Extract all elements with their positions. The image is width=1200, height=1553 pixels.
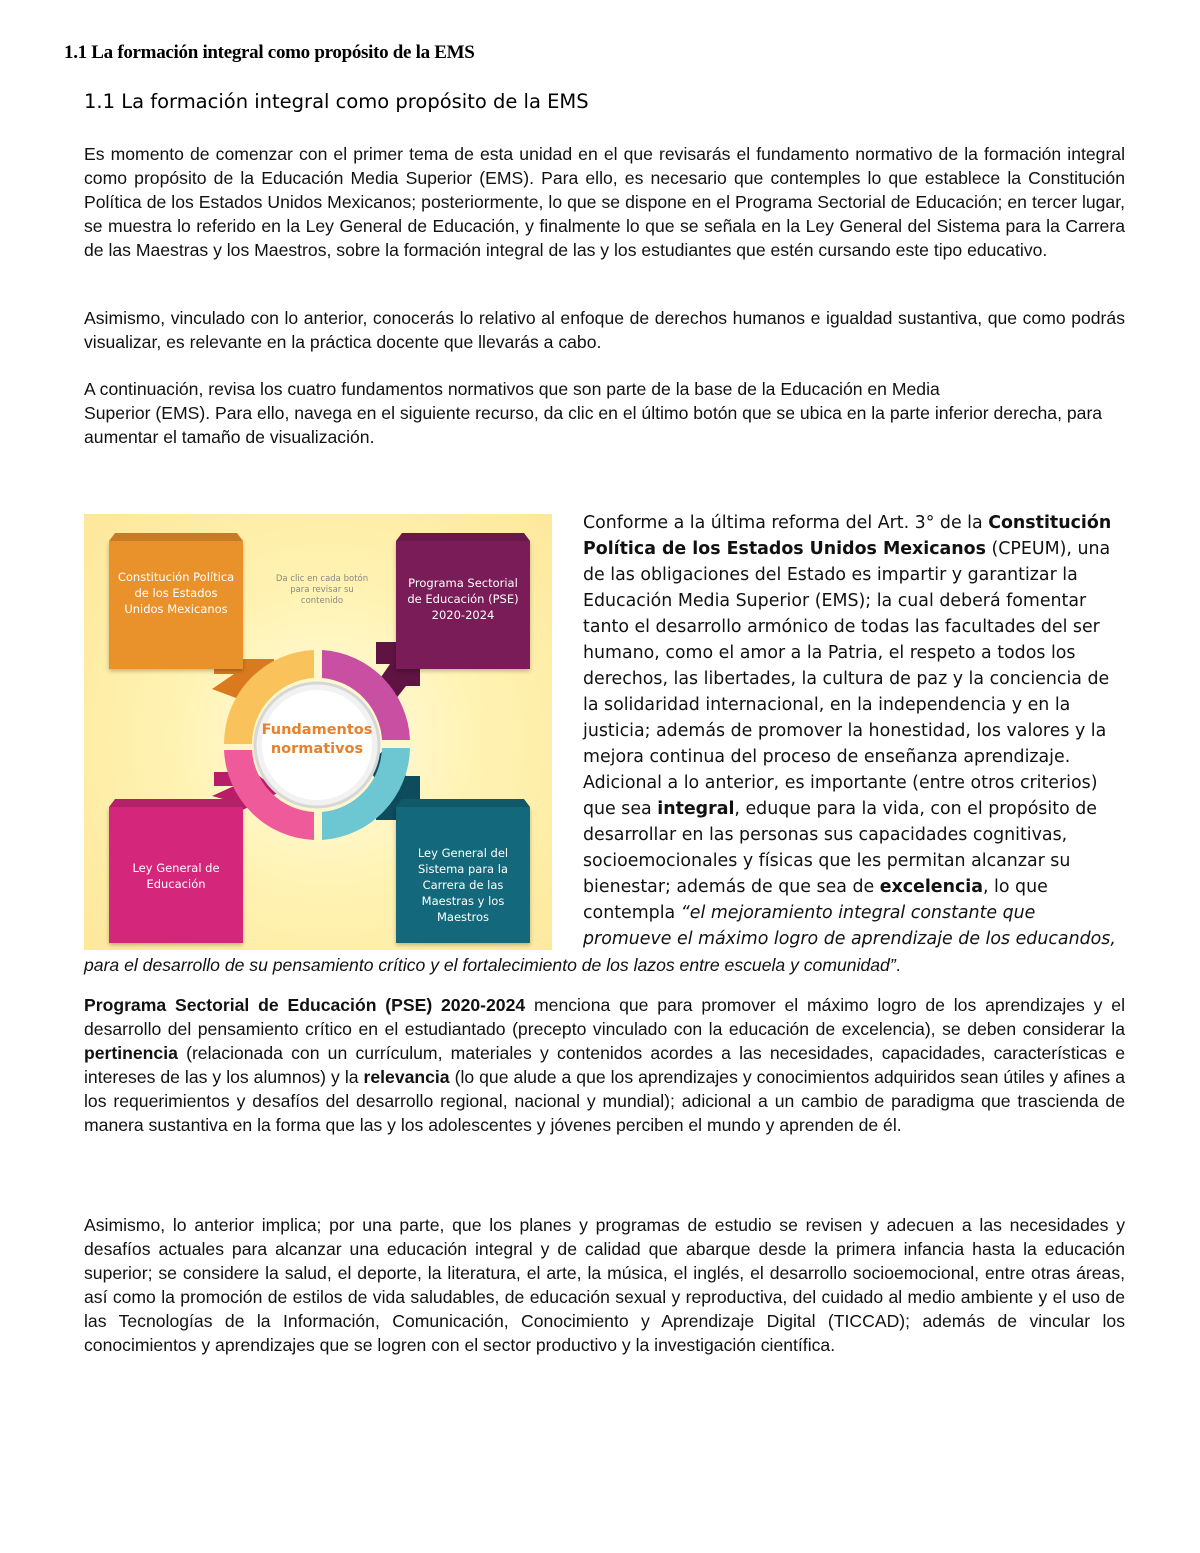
infographic-hint: Da clic en cada botón para revisar su contenido: [275, 574, 369, 606]
pse-bold-pertinencia: pertinencia: [84, 1043, 178, 1063]
cpeum-text-1: Conforme a la última reforma del Art. 3° de la: [583, 513, 989, 533]
box-cpeum-button[interactable]: [109, 541, 243, 669]
box-pse-label: Programa Sectorial de Educación (PSE) 2020-2024: [407, 576, 519, 622]
box-lge-button[interactable]: [109, 807, 243, 943]
infographic-center-label: Fundamentos normativos: [261, 722, 373, 757]
cpeum-quote-continuation: [84, 952, 1144, 978]
cpeum-quote-end: para el desarrollo de su pensamiento crítico y el fortalecimiento de los lazos entre escuela y comunidad”: [84, 955, 896, 975]
cpeum-text-3: , eduque para la vida, con el propósito de desarrollar en las personas sus capacidades cognitivas, socioemocionales y físicas que les permitan alcanzar su bienestar; además de que sea de: [583, 799, 1097, 897]
pse-text-2: (relacionada con un currículum, materiales y contenidos acordes a las necesidades, capacidades, características e intereses de las y los alumnos) y la: [84, 1043, 1125, 1087]
pse-text-3: (lo que alude a que los aprendizajes y conocimientos adquiridos sean útiles y afines a los requerimientos y desafíos del desarrollo regional, nacional y mundial); adicional a un cambio de paradigma que trascienda de manera sustantiva en la forma que las y los adolescentes y jóvenes perciben el mundo y aprenden de él.: [84, 1067, 1125, 1135]
cpeum-bold-integral: integral: [657, 799, 735, 819]
intro-paragraph-3-line-1: A continuación, revisa los cuatro fundamentos normativos que son parte de la base de la Educación en Media: [84, 379, 940, 399]
cpeum-bold-constitucion: Constitución Política de los Estados Unidos Mexicanos: [583, 513, 1112, 559]
intro-paragraph-3: [84, 377, 1125, 449]
cpeum-quote-start: “el mejoramiento integral constante que promueve el máximo logro de aprendizaje de los educandos,: [583, 903, 1116, 949]
box-cpeum-label: Constitución Política de los Estados Unidos Mexicanos: [117, 570, 235, 616]
pse-text-1: menciona que para promover el máximo logro de los aprendizajes y el desarrollo del pensamiento crítico en el estudiantado (precepto vinculado con la educación de excelencia), se deben considerar la: [84, 995, 1126, 1039]
cpeum-paragraph: [583, 510, 1128, 952]
intro-paragraph-2: Asimismo, vinculado con lo anterior, conocerás lo relativo al enfoque de derechos humanos e igualdad sustantiva, que como podrás visualizar, es relevante en la práctica docente que llevarás a cabo.: [84, 308, 1125, 352]
pse-bold-title: Programa Sectorial de Educación (PSE) 2020-2024: [84, 995, 526, 1015]
cpeum-bold-excelencia: excelencia: [879, 877, 983, 897]
cpeum-text-2: (CPEUM), una de las obligaciones del Estado es impartir y garantizar la Educación Media Superior (EMS); la cual deberá fomentar tanto el desarrollo armónico de todas las facultades del ser humano, como el amor a la Patria, el respeto a todos los derechos, las libertades, la cultura de paz y la conciencia de la solidaridad internacional, en la independencia y en la justicia; además de promover la honestidad, los valores y la mejora continua del proceso de enseñanza aprendizaje. Adicional a lo anterior, es importante (entre otros criterios) que sea: [583, 539, 1111, 819]
asimismo-paragraph: Asimismo, lo anterior implica; por una parte, que los planes y programas de estudio se revisen y adecuen a las necesidades y desafíos actuales para alcanzar una educación integral y de calidad que abarque desde la primera infancia hasta la educación superior; se considere la salud, el deporte, la literatura, el arte, la música, el inglés, el desarrollo socioemocional, entre otras áreas, así como la promoción de estilos de vida saludables, de educación sexual y reproductiva, del cuidado al medio ambiente y el uso de las Tecnologías de la Información, Comunicación, Conocimiento y Aprendizaje Digital (TICCAD); además de vincular los conocimientos y aprendizajes que se logren con el sector productivo y la investigación científica.: [84, 1215, 1125, 1355]
intro-paragraph-3-rest: Superior (EMS). Para ello, navega en el siguiente recurso, da clic en el último botón que se ubica en la parte inferior derecha, para aumentar el tamaño de visualización.: [84, 403, 1103, 447]
box-lgsc-label: Ley General del Sistema para la Carrera de las Maestras y los Maestros: [417, 846, 509, 924]
page-heading: 1.1 La formación integral como propósito de la EMS: [64, 42, 475, 63]
box-lge-label: Ley General de Educación: [132, 861, 220, 891]
cpeum-period: .: [895, 955, 901, 975]
intro-paragraph-1: Es momento de comenzar con el primer tema de esta unidad en el que revisarás el fundamento normativo de la formación integral como propósito de la Educación Media Superior (EMS). Para ello, es necesario que contemples lo que establece la Constitución Política de los Estados Unidos Mexicanos; posteriormente, lo que se dispone en el Programa Sectorial de Educación; en tercer lugar, se muestra lo referido en la Ley General de Educación, y finalmente lo que se señala en la Ley General del Sistema para la Carrera de las Maestras y los Maestros, sobre la formación integral de las y los estudiantes que estén cursando este tipo educativo.: [84, 144, 1125, 260]
pse-paragraph: [84, 993, 1125, 1137]
cpeum-text-4: , lo que contempla: [583, 877, 1048, 923]
section-title: 1.1 La formación integral como propósito de la EMS: [84, 90, 589, 113]
fundamentos-normativos-infographic[interactable]: [84, 514, 552, 950]
box-pse-button[interactable]: [396, 541, 530, 669]
box-lgsc-button[interactable]: [396, 807, 530, 943]
pse-bold-relevancia: relevancia: [363, 1067, 450, 1087]
